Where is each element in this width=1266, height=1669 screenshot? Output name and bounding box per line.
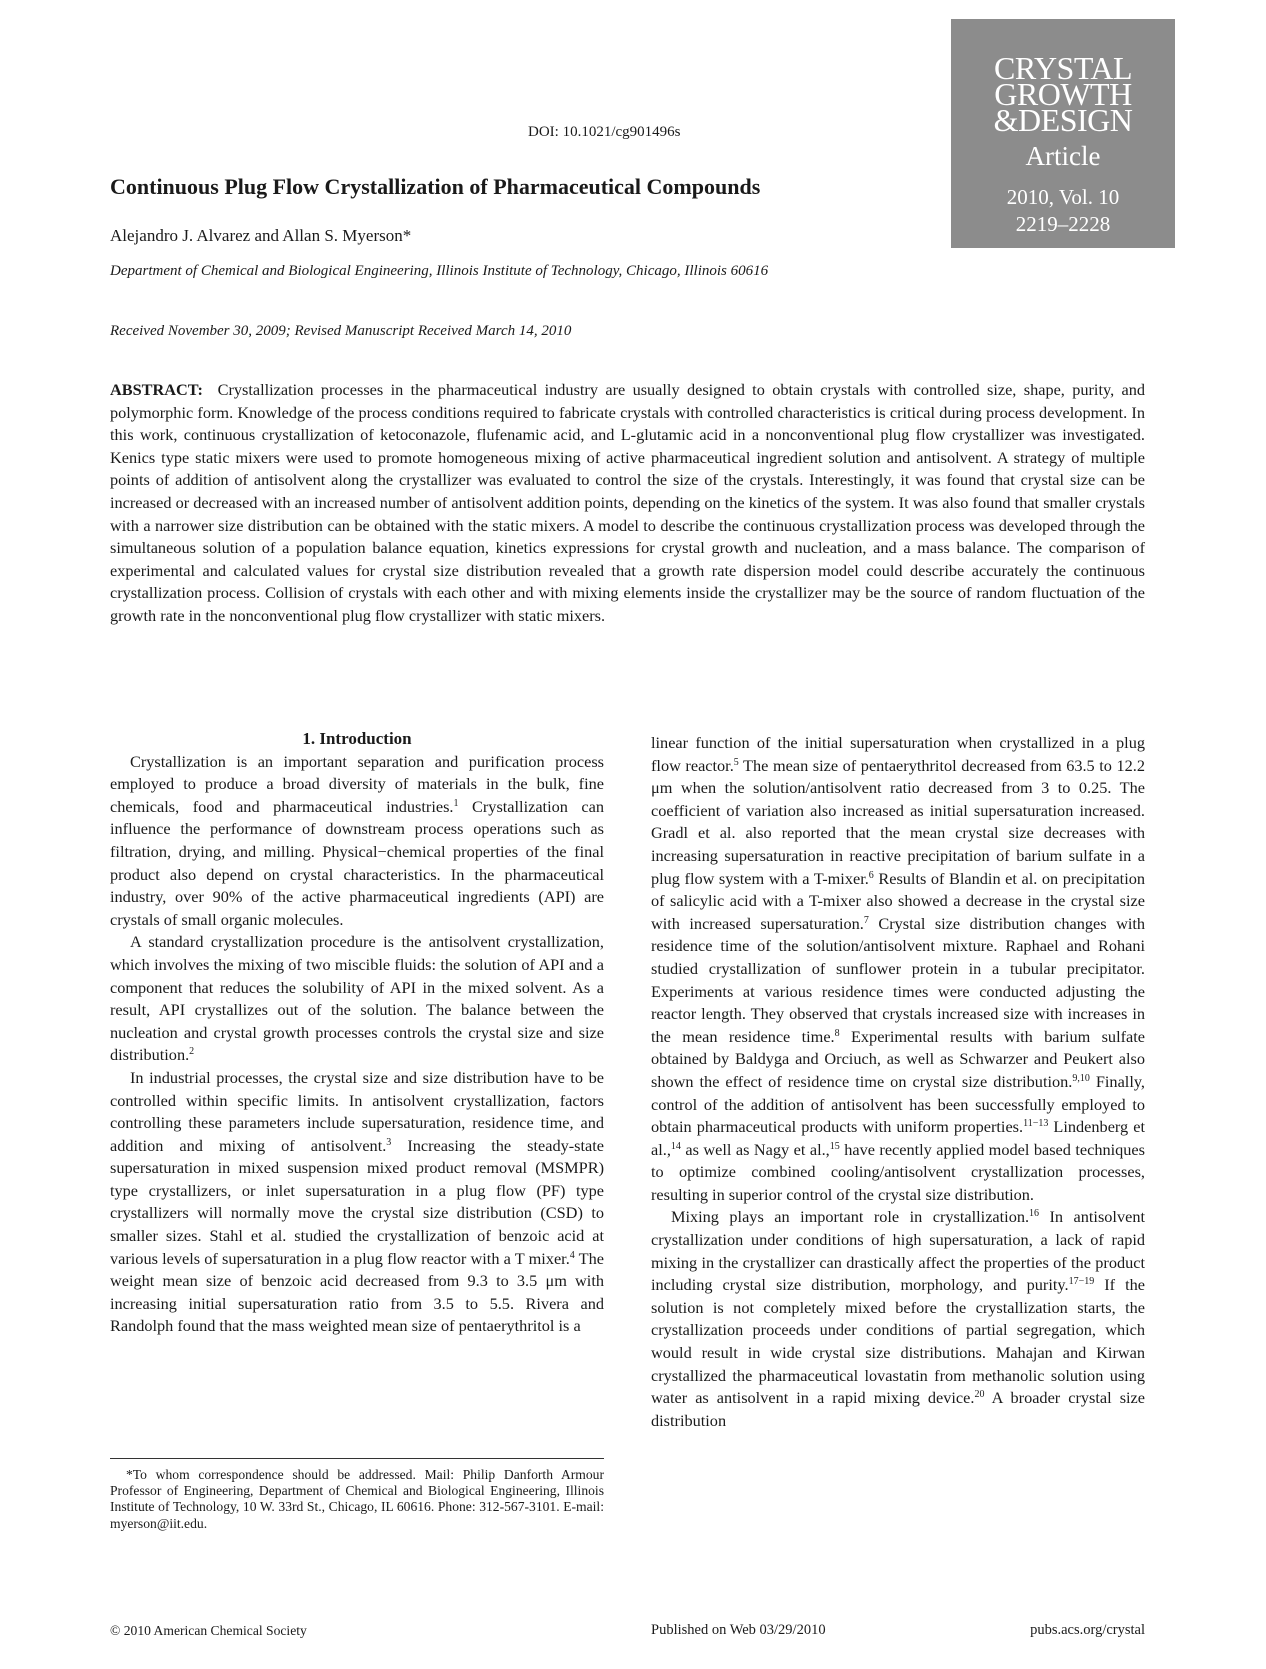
logo-line-1: CRYSTAL — [994, 50, 1132, 86]
abstract-label: ABSTRACT: — [110, 380, 203, 399]
citation: 1 — [453, 797, 459, 809]
citation: 3 — [386, 1136, 392, 1148]
article-type: Article — [1025, 141, 1101, 171]
affiliation: Department of Chemical and Biological Engineering, Illinois Institute of Technology, Chicago, Illinois 60616 — [110, 263, 769, 279]
citation: 20 — [974, 1389, 985, 1401]
intro-paragraph-3: In industrial processes, the crystal size and size distribution have to be controlled within specific limits. In antisolvent crystallization, factors controlling these parameters include supersaturation, residence time, and addition and mixing of antisolvent.$^3$ Increasing the steady-state supersaturation in mixed suspension mixed product removal (MSMPR) type crystallizers, or inlet supersaturation in a plug flow (PF) type crystallizers will normally move the crystal size distribution (CSD) to smaller sizes. Stahl et al. studied the crystallization of benzoic acid at various levels of supersaturation in a plug flow reactor with a T mixer.$^4$ The weight mean size of benzoic acid decreased from 9.3 to 3.5 μm with increasing initial supersaturation ratio from 3.5 to 5.5. Rivera and Randolph found that the mass weighted mean size of pentaerythritol is a — [110, 1067, 604, 1336]
intro-paragraph-1: Crystallization is an important separation and purification process employed to produce a broad diversity of materials in the bulk, fine chemicals, food and pharmaceutical industries.$^1$ Crystallization can influence the performance of downstream process operations such as filtration, drying, and milling. Physical−chemical properties of the final product also depend on crystal characteristics. In the pharmaceutical industry, over 90% of the active pharmaceutical ingredients (API) are crystals of small organic molecules. — [110, 751, 605, 929]
received-dates: Received November 30, 2009; Revised Manuscript Received March 14, 2010 — [110, 323, 572, 339]
copyright: © 2010 American Chemical Society — [110, 1623, 307, 1638]
citation: 2 — [189, 1046, 195, 1058]
intro-paragraph-2: A standard crystallization procedure is the antisolvent crystallization, which involves the mixing of two miscible fluids: the solution of API and a component that reduces the solubility of API in the mixed solvent. As a result, API crystallizes out of the solution. The balance between the nucleation and crystal growth processes controls the crystal size and size distribution.$^2$ — [110, 932, 604, 1065]
logo-line-3: &DESIGN — [993, 102, 1133, 138]
citation: 16 — [1029, 1208, 1040, 1220]
logo-line-2: GROWTH — [994, 76, 1132, 112]
citation: 5 — [733, 756, 739, 768]
intro-paragraph-4: Mixing plays an important role in crystallization.$^{16}$ In antisolvent crystallization under conditions of high supersaturation, a lack of rapid mixing in the crystallizer can drastically affect the properties of the product including crystal size distribution, morphology, and purity.$^{17-19}$ If the solution is not completely mixed before the crystallization starts, the crystallization proceeds under conditions of partial segregation, which would result in wide crystal size distributions. Mahajan and Kirwan crystallized the pharmaceutical lovastatin from methanolic solution using water as antisolvent in a rapid mixing device.$^{20}$ A broader crystal size distribution — [651, 1207, 1146, 1430]
journal-pages: 2219–2228 — [1015, 212, 1111, 236]
paper-title: Continuous Plug Flow Crystallization of Pharmaceutical Compounds — [110, 174, 761, 199]
abstract — [110, 379, 1145, 628]
paper-authors: Alejandro J. Alvarez and Allan S. Myerson* — [110, 226, 412, 245]
citation: 15 — [829, 1140, 840, 1152]
journal-url: pubs.acs.org/crystal — [1030, 1622, 1145, 1638]
intro-paragraph-3-continued: linear function of the initial supersaturation when crystallized in a plug flow reactor.$^5$ The mean size of pentaerythritol decreased from 63.5 to 12.2 μm when the solution/antisolvent ratio decreased from 3 to 0.25. The coefficient of variation also increased as initial supersaturation increased. Gradl et al. also reported that the mean crystal size decreases with increasing supersaturation in reactive precipitation of barium sulfate in a plug flow system with a T-mixer.$^6$ Results of Blandin et al. on precipitation of salicylic acid with a T-mixer also showed a decrease in the crystal size with increased supersaturation.$^7$ Crystal size distribution changes with residence time of the solution/antisolvent mixture. Raphael and Rohani studied crystallization of sunflower protein in a tubular precipitator. Experiments at various residence times were conducted adjusting the reactor length. They observed that crystals increased size with increases in the mean residence time.$^8$ Experimental results with barium sulfate obtained by Baldyga and Orciuch, as well as Schwarzer and Peukert also shown the effect of residence time on crystal size distribution.$^{9,10}$ Finally, control of the addition of antisolvent has been successfully employed to obtain pharmaceutical products with uniform properties.$^{11-13}$ Lindenberg et al.,$^{14}$ as well as Nagy et al.,$^{15}$ have recently applied model based techniques to optimize combined cooling/antisolvent crystallization processes, resulting in superior control of the crystal size distribution. — [651, 733, 1146, 1204]
citation: 7 — [863, 914, 869, 926]
citation: 6 — [868, 869, 874, 881]
left-column — [110, 728, 604, 1338]
citation: 4 — [569, 1249, 575, 1261]
published-date: Published on Web 03/29/2010 — [651, 1622, 826, 1638]
citation: 14 — [670, 1140, 681, 1152]
footnote-divider — [110, 1458, 604, 1459]
abstract-text: Crystallization processes in the pharmaceutical industry are usually designed to obtain crystals with controlled size, shape, purity, and polymorphic form. Knowledge of the process conditions required to fabricate crystals with controlled characteristics is critical during process development. In this work, continuous crystallization of ketoconazole, flufenamic acid, and L-glutamic acid in a nonconventional plug flow crystallizer was investigated. Kenics type static mixers were used to promote homogeneous mixing of active pharmaceutical ingredient solution and antisolvent. A strategy of multiple points of addition of antisolvent along the crystallizer was evaluated to control the size of the crystals. Interestingly, it was found that crystal size can be increased or decreased with an increased number of antisolvent addition points, depending on the kinetics of the system. It was also found that smaller crystals with a narrower size distribution can be obtained with the static mixers. A model to describe the continuous crystallization process was developed through the simultaneous solution of a population balance equation, kinetics expressions for crystal growth and nucleation, and a mass balance. The comparison of experimental and calculated values for crystal size distribution revealed that a growth rate dispersion model could describe accurately the continuous crystallization process. Collision of crystals with each other and with mixing elements inside the crystallizer may be the source of random fluctuation of the growth rate in the nonconventional plug flow crystallizer with static mixers. — [110, 380, 1145, 625]
citation: 9,10 — [1072, 1072, 1090, 1084]
citation: 11−13 — [1023, 1118, 1049, 1130]
journal-logo — [951, 19, 1175, 248]
doi: DOI: 10.1021/cg901496s — [528, 124, 681, 140]
citation: 17−19 — [1068, 1276, 1095, 1288]
journal-volume: 2010, Vol. 10 — [1006, 185, 1120, 209]
correspondence-footnote: *To whom correspondence should be addressed. Mail: Philip Danforth Armour Professor of Engineering, Department of Chemical and Biological Engineering, Illinois Institute of Technology, 10 W. 33rd St., Chicago, IL 60616. Phone: 312-567-3101. E-mail: myerson@iit.edu. — [110, 1467, 604, 1531]
right-column — [651, 732, 1145, 1432]
section-heading: 1. Introduction — [302, 729, 412, 748]
citation: 8 — [834, 1027, 840, 1039]
